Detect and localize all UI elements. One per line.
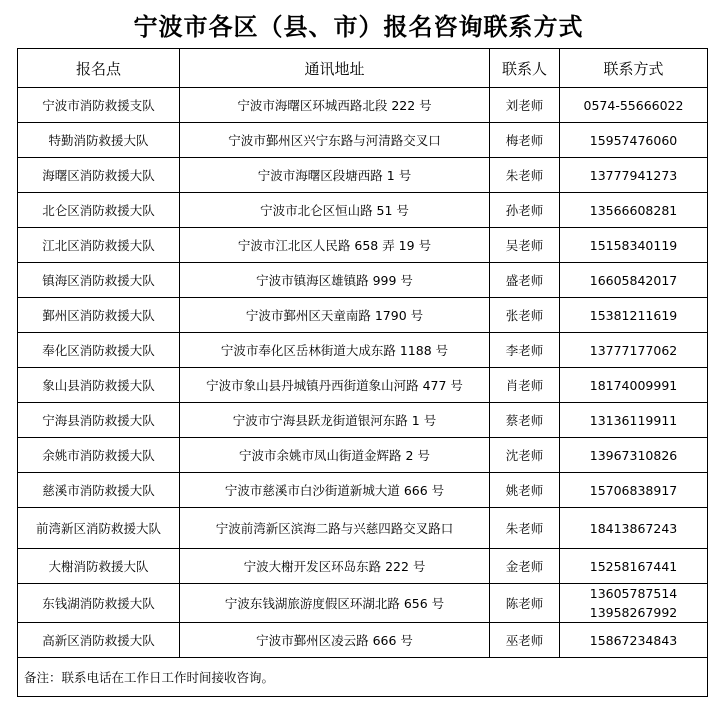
cell-unit: 象山县消防救援大队 <box>18 368 180 403</box>
table-row <box>18 123 708 158</box>
header-phone: 联系方式 <box>560 49 708 88</box>
cell-contact: 蔡老师 <box>490 403 560 438</box>
cell-address: 宁波市鄞州区兴宁东路与河清路交叉口 <box>180 123 490 158</box>
cell-phone <box>560 123 708 158</box>
cell-phone <box>560 228 708 263</box>
cell-unit: 慈溪市消防救援大队 <box>18 473 180 508</box>
cell-phone <box>560 473 708 508</box>
cell-contact: 肖老师 <box>490 368 560 403</box>
cell-phone <box>560 88 708 123</box>
cell-address: 宁波市奉化区岳林街道大成东路 1188 号 <box>180 333 490 368</box>
cell-unit: 江北区消防救援大队 <box>18 228 180 263</box>
table-header-row <box>18 49 708 88</box>
phone-number: 13958267992 <box>589 605 678 620</box>
table-row <box>18 584 708 623</box>
page-title: 宁波市各区（县、市）报名咨询联系方式 <box>133 13 584 41</box>
phone-number: 15706838917 <box>589 482 678 498</box>
cell-contact: 李老师 <box>490 333 560 368</box>
table-row <box>18 508 708 549</box>
cell-phone <box>560 263 708 298</box>
cell-phone <box>560 438 708 473</box>
note-row <box>18 658 708 697</box>
cell-contact: 金老师 <box>490 549 560 584</box>
cell-phone <box>560 298 708 333</box>
cell-contact: 朱老师 <box>490 158 560 193</box>
table-body <box>18 88 708 658</box>
cell-address: 宁波前湾新区滨海二路与兴慈四路交叉路口 <box>180 508 490 549</box>
note-text: 备注：联系电话在工作日工作时间接收咨询。 <box>18 658 708 697</box>
phone-number: 13777941273 <box>589 167 678 183</box>
cell-phone <box>560 508 708 549</box>
cell-address: 宁波市余姚市凤山街道金辉路 2 号 <box>180 438 490 473</box>
cell-unit: 前湾新区消防救援大队 <box>18 508 180 549</box>
cell-phone <box>560 333 708 368</box>
phone-number: 15381211619 <box>589 307 678 323</box>
phone-number: 16605842017 <box>589 272 678 288</box>
phone-number: 0574-55666022 <box>583 97 684 113</box>
phone-number: 15867234843 <box>589 632 678 648</box>
cell-phone <box>560 368 708 403</box>
cell-unit: 宁波市消防救援支队 <box>18 88 180 123</box>
table-row <box>18 368 708 403</box>
cell-address: 宁波市鄞州区天童南路 1790 号 <box>180 298 490 333</box>
phone-number: 18413867243 <box>589 520 678 536</box>
table-row <box>18 333 708 368</box>
table-row <box>18 158 708 193</box>
cell-address: 宁波市江北区人民路 658 弄 19 号 <box>180 228 490 263</box>
cell-unit: 大榭消防救援大队 <box>18 549 180 584</box>
cell-unit: 镇海区消防救援大队 <box>18 263 180 298</box>
cell-address: 宁波市海曙区段塘西路 1 号 <box>180 158 490 193</box>
cell-unit: 奉化区消防救援大队 <box>18 333 180 368</box>
phone-number: 15158340119 <box>589 237 678 253</box>
cell-contact: 刘老师 <box>490 88 560 123</box>
phone-number: 15957476060 <box>589 132 678 148</box>
cell-address: 宁波市宁海县跃龙街道银河东路 1 号 <box>180 403 490 438</box>
cell-unit: 鄞州区消防救援大队 <box>18 298 180 333</box>
phone-number: 13566608281 <box>589 202 678 218</box>
header-address: 通讯地址 <box>180 49 490 88</box>
contact-table <box>17 48 708 697</box>
table-row <box>18 438 708 473</box>
cell-contact: 张老师 <box>490 298 560 333</box>
phone-number: 13777177062 <box>589 342 678 358</box>
cell-address: 宁波市鄞州区凌云路 666 号 <box>180 623 490 658</box>
phone-number: 18174009991 <box>589 377 678 393</box>
cell-unit: 特勤消防救援大队 <box>18 123 180 158</box>
cell-contact: 姚老师 <box>490 473 560 508</box>
cell-phone <box>560 623 708 658</box>
cell-address: 宁波市慈溪市白沙街道新城大道 666 号 <box>180 473 490 508</box>
cell-unit: 海曙区消防救援大队 <box>18 158 180 193</box>
cell-unit: 高新区消防救援大队 <box>18 623 180 658</box>
table-row <box>18 263 708 298</box>
cell-unit: 北仑区消防救援大队 <box>18 193 180 228</box>
cell-contact: 巫老师 <box>490 623 560 658</box>
cell-contact: 孙老师 <box>490 193 560 228</box>
cell-contact: 沈老师 <box>490 438 560 473</box>
phone-number: 13605787514 <box>589 586 678 601</box>
header-unit: 报名点 <box>18 49 180 88</box>
table-row <box>18 549 708 584</box>
cell-contact: 吴老师 <box>490 228 560 263</box>
table-row <box>18 473 708 508</box>
table-row <box>18 298 708 333</box>
table-row <box>18 403 708 438</box>
cell-address: 宁波市北仑区恒山路 51 号 <box>180 193 490 228</box>
cell-phone <box>560 403 708 438</box>
table-row <box>18 623 708 658</box>
table-row <box>18 193 708 228</box>
cell-contact: 梅老师 <box>490 123 560 158</box>
cell-unit: 余姚市消防救援大队 <box>18 438 180 473</box>
phone-number: 13136119911 <box>589 412 678 428</box>
cell-unit: 宁海县消防救援大队 <box>18 403 180 438</box>
cell-phone <box>560 158 708 193</box>
cell-unit: 东钱湖消防救援大队 <box>18 584 180 623</box>
phone-number: 15258167441 <box>589 558 678 574</box>
cell-address: 宁波市镇海区雄镇路 999 号 <box>180 263 490 298</box>
cell-contact: 盛老师 <box>490 263 560 298</box>
cell-address: 宁波市象山县丹城镇丹西街道象山河路 477 号 <box>180 368 490 403</box>
cell-address: 宁波东钱湖旅游度假区环湖北路 656 号 <box>180 584 490 623</box>
cell-address: 宁波市海曙区环城西路北段 222 号 <box>180 88 490 123</box>
table-row <box>18 88 708 123</box>
cell-contact: 陈老师 <box>490 584 560 623</box>
cell-address: 宁波大榭开发区环岛东路 222 号 <box>180 549 490 584</box>
cell-phone <box>560 549 708 584</box>
header-contact: 联系人 <box>490 49 560 88</box>
cell-contact: 朱老师 <box>490 508 560 549</box>
table-row <box>18 228 708 263</box>
cell-phone <box>560 584 708 623</box>
cell-phone <box>560 193 708 228</box>
phone-number: 13967310826 <box>589 447 678 463</box>
